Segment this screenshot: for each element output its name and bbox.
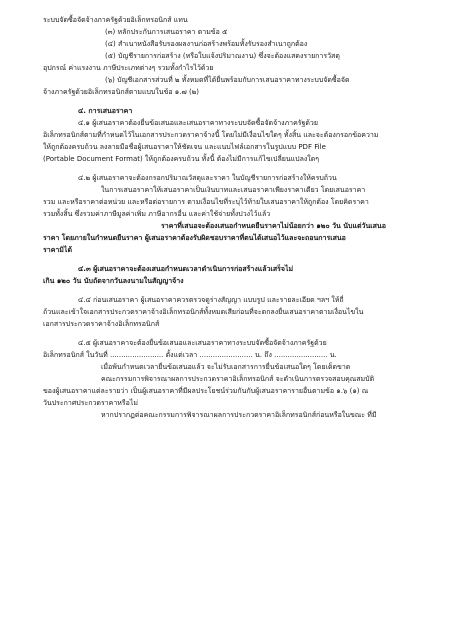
text-line: ถ้วนและเข้าใจเอกสารประกวดราคาจ้างอิเล็กทรอนิกส์ทั้งหมดเสียก่อนที่จะตกลงยื่นเสนอราคาตามเงื่อนไขใน [43,308,364,316]
text-line: หากปรากฏต่อคณะกรรมการพิจารณาผลการประกวดราคาอิเล็กทรอนิกส์ก่อนหรือในขณะ ที่มี [101,411,377,419]
paragraph-start: ๔.๑ ผู้เสนอราคาต้องยื่นข้อเสนอและเสนอราคาทางระบบจัดซื้อจัดจ้างภาครัฐด้วย [78,119,318,127]
text-line: จ้างภาครัฐด้วยอิเล็กทรอนิกส์ตามแบบในข้อ ๑.๗ (๒) [43,88,200,96]
text-line: อุปกรณ์ ค่าแรงงาน ภาษีประเภทต่างๆ รวมทั้งกำไรไว้ด้วย [43,64,214,72]
text-line: ของผู้เสนอราคาแต่ละรายว่า เป็นผู้เสนอราคาที่มีผลประโยชน์ร่วมกันกับผู้เสนอราคารายอื่นตามข้อ ๑.๖ (๑) ณ [43,387,369,395]
text-line: อิเล็กทรอนิกส์ตามที่กำหนดไว้ในเอกสารประกวดราคาจ้างนี้ โดยไม่มีเงื่อนไขใดๆ ทั้งสิ้น และจะต้องกรอกข้อความ [43,131,379,139]
section-heading: ๔. การเสนอราคา [78,107,133,115]
paragraph-start: ๔.๒ ผู้เสนอราคาจะต้องกรอกปริมาณวัสดุและราคา ในบัญชีรายการก่อสร้างให้ครบถ้วน [78,174,337,182]
list-item: (๕) บัญชีรายการก่อสร้าง (หรือใบแจ้งปริมาณงาน) ซึ่งจะต้องแสดงรายการวัสดุ [105,52,340,60]
text-line: วันประกาศประกวดราคาหรือไม่ [43,399,138,407]
bold-text-line: เกิน ๑๒๐ วัน นับถัดจากวันลงนามในสัญญาจ้าง [43,277,184,285]
bold-paragraph-start: ราคาที่เสนอจะต้องเสนอกำหนดยืนราคาไม่น้อยกว่า ๑๒๐ วัน นับแต่วันเสนอ [161,222,386,230]
text-line: รวม และหรือราคาต่อหน่วย และหรือต่อรายการ ตามเงื่อนไขที่ระบุไว้ท้ายใบเสนอราคาให้ถูกต้อง โดยคิดราคา [43,198,369,206]
bold-text-line: ราคา โดยภายในกำหนดยืนราคา ผู้เสนอราคาต้องรับผิดชอบราคาที่ตนได้เสนอไว้และจะถอนการเสนอ [43,234,346,242]
text-line: ให้ถูกต้องครบถ้วน ลงลายมือชื่อผู้เสนอราคาให้ชัดเจน และแนบไฟล์เอกสารในรูปแบบ PDF File [43,143,326,151]
text-line: เอกสารประกวดราคาจ้างอิเล็กทรอนิกส์ [43,320,160,328]
text-line: อิเล็กทรอนิกส์ ในวันที่ ........................ ตั้งแต่เวลา ........................ น. ถึง ........................ น. [43,351,337,359]
bold-text-line: ราคามิได้ [43,246,72,254]
list-item: (๓) หลักประกันการเสนอราคา ตามข้อ ๕ [105,28,228,36]
paragraph-start: ๔.๓ ผู้เสนอราคาจะต้องเสนอกำหนดเวลาดำเนินการก่อสร้างแล้วเสร็จไม่ [78,265,294,273]
paragraph-start: ๔.๕ ผู้เสนอราคาจะต้องยื่นข้อเสนอและเสนอราคาทางระบบจัดซื้อจัดจ้างภาครัฐด้วย [78,339,327,347]
text-line: ระบบจัดซื้อจัดจ้างภาครัฐด้วยอิเล็กทรอนิกส์ แทน [43,16,188,24]
text-line: เมื่อพ้นกำหนดเวลายื่นข้อเสนอแล้ว จะไม่รับเอกสารการยื่นข้อเสนอใดๆ โดยเด็ดขาด [101,363,351,371]
paragraph-start: ๔.๔ ก่อนเสนอราคา ผู้เสนอราคาควรตรวจดูร่างสัญญา แบบรูป และรายละเอียด ฯลฯ ให้ถี่ [78,296,344,304]
list-item: (๔) สำเนาหนังสือรับรองผลงานก่อสร้างพร้อมทั้งรับรองสำเนาถูกต้อง [105,40,308,48]
text-line: รวมทั้งสิ้น ซึ่งรวมค่าภาษีมูลค่าเพิ่ม ภาษีอากรอื่น และค่าใช้จ่ายทั้งปวงไว้แล้ว [43,210,271,218]
text-line: ในการเสนอราคาให้เสนอราคาเป็นเงินบาทและเสนอราคาเพียงราคาเดียว โดยเสนอราคา [101,186,366,194]
text-line: คณะกรรมการพิจารณาผลการประกวดราคาอิเล็กทรอนิกส์ จะดำเนินการตรวจสอบคุณสมบัติ [101,375,375,383]
list-item: (๖) บัญชีเอกสารส่วนที่ ๒ ทั้งหมดที่ได้ยื่นพร้อมกับการเสนอราคาทางระบบจัดซื้อจัด [105,76,350,84]
text-line: (Portable Document Format) ให้ถูกต้องครบถ้วน ทั้งนี้ ต้องไม่มีการแก้ไขเปลี่ยนแปลงใดๆ [43,155,320,163]
